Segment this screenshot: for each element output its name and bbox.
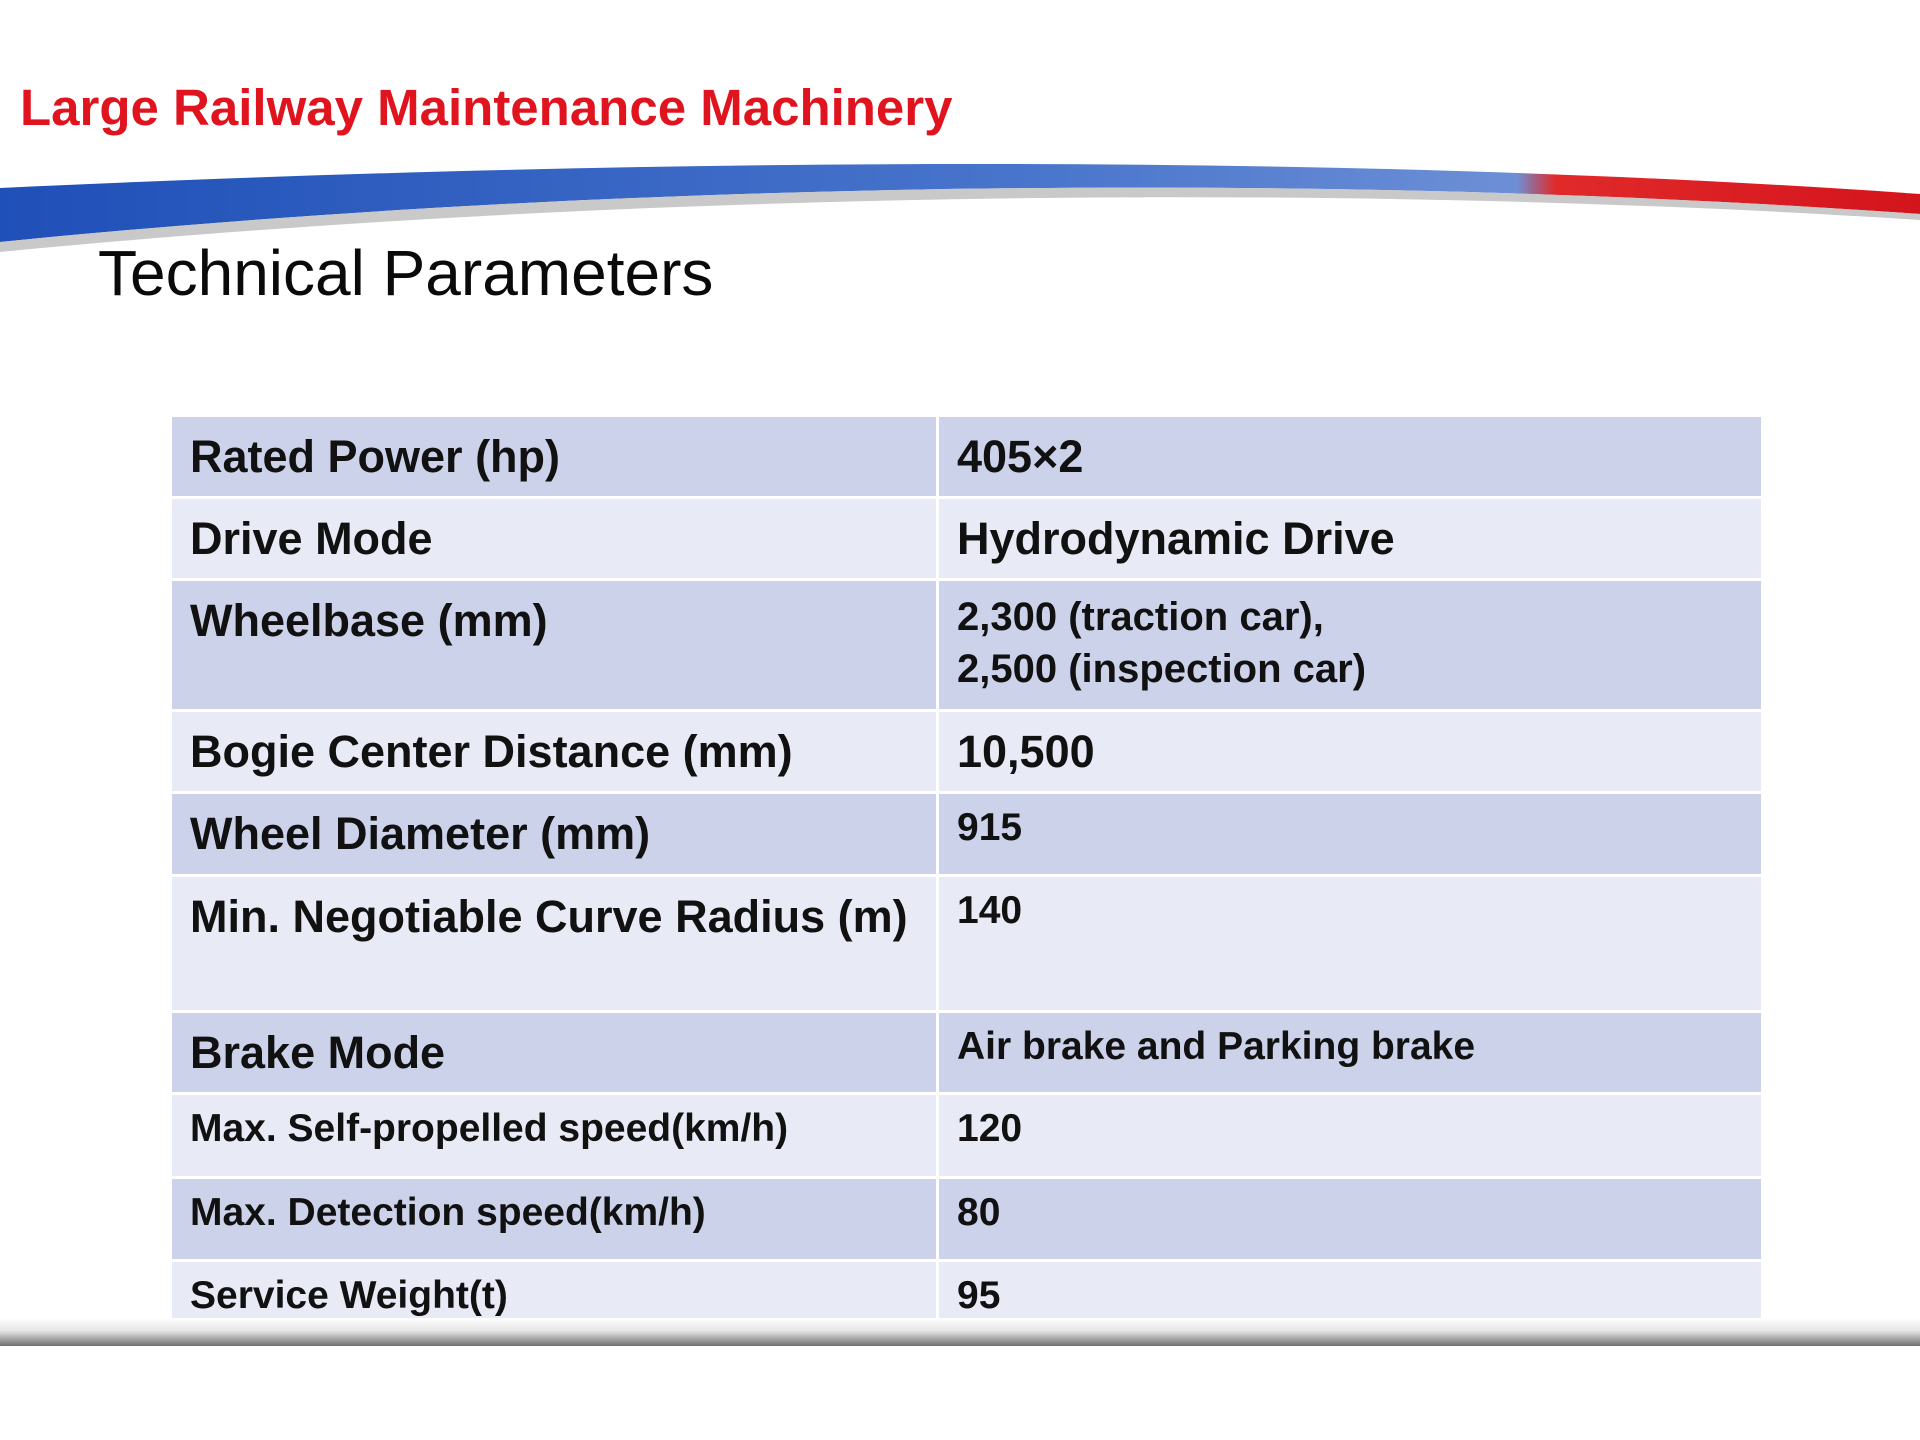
table-row	[171, 580, 1763, 711]
parameter-label: Rated Power (hp)	[190, 431, 561, 482]
parameter-label: Max. Detection speed(km/h)	[190, 1191, 706, 1234]
parameter-value: 80	[957, 1191, 1001, 1234]
parameter-value-cell	[938, 1178, 1763, 1261]
table-row	[171, 498, 1763, 580]
parameter-value: 10,500	[957, 726, 1095, 777]
table-row	[171, 876, 1763, 1012]
footer-divider	[0, 1318, 1920, 1346]
parameter-label: Min. Negotiable Curve Radius (m)	[190, 891, 908, 942]
parameter-value: 405×2	[957, 431, 1084, 482]
section-heading: Technical Parameters	[98, 237, 714, 309]
parameter-label: Max. Self-propelled speed(km/h)	[190, 1107, 789, 1150]
parameter-label: Service Weight(t)	[190, 1274, 508, 1317]
parameter-value-cell	[938, 580, 1763, 711]
table-row	[171, 793, 1763, 876]
parameter-label-cell	[171, 498, 938, 580]
parameter-value-cell	[938, 711, 1763, 793]
table-row	[171, 416, 1763, 498]
technical-parameters-table	[169, 414, 1764, 1346]
table-row	[171, 1012, 1763, 1094]
parameter-label: Drive Mode	[190, 513, 433, 564]
parameter-label: Bogie Center Distance (mm)	[190, 726, 793, 777]
parameter-label-cell	[171, 1178, 938, 1261]
parameter-value: 95	[957, 1274, 1001, 1317]
slide-header-title: Large Railway Maintenance Machinery	[20, 79, 953, 136]
parameter-value-cell	[938, 416, 1763, 498]
parameter-value: Hydrodynamic Drive	[957, 513, 1395, 564]
parameter-value: 140	[957, 889, 1023, 932]
parameter-value: 915	[957, 806, 1023, 849]
parameter-label-cell	[171, 416, 938, 498]
parameter-value-cell	[938, 1094, 1763, 1178]
parameter-label-cell	[171, 876, 938, 1012]
parameter-label-cell	[171, 1012, 938, 1094]
parameter-value: 120	[957, 1107, 1023, 1150]
parameter-label: Wheel Diameter (mm)	[190, 808, 651, 859]
parameter-label-cell	[171, 580, 938, 711]
parameter-label: Wheelbase (mm)	[190, 595, 548, 646]
parameter-label-cell	[171, 793, 938, 876]
parameter-value-cell	[938, 876, 1763, 1012]
parameter-value: Air brake and Parking brake	[957, 1025, 1476, 1068]
parameter-value-cell	[938, 793, 1763, 876]
parameter-label-cell	[171, 711, 938, 793]
parameter-value-cell	[938, 1012, 1763, 1094]
table-row	[171, 711, 1763, 793]
table-row	[171, 1178, 1763, 1261]
parameter-value: 2,300 (traction car), 2,500 (inspection car)	[957, 595, 1367, 691]
parameter-value-cell	[938, 498, 1763, 580]
table-row	[171, 1094, 1763, 1178]
parameter-label-cell	[171, 1094, 938, 1178]
parameter-label: Brake Mode	[190, 1027, 446, 1078]
